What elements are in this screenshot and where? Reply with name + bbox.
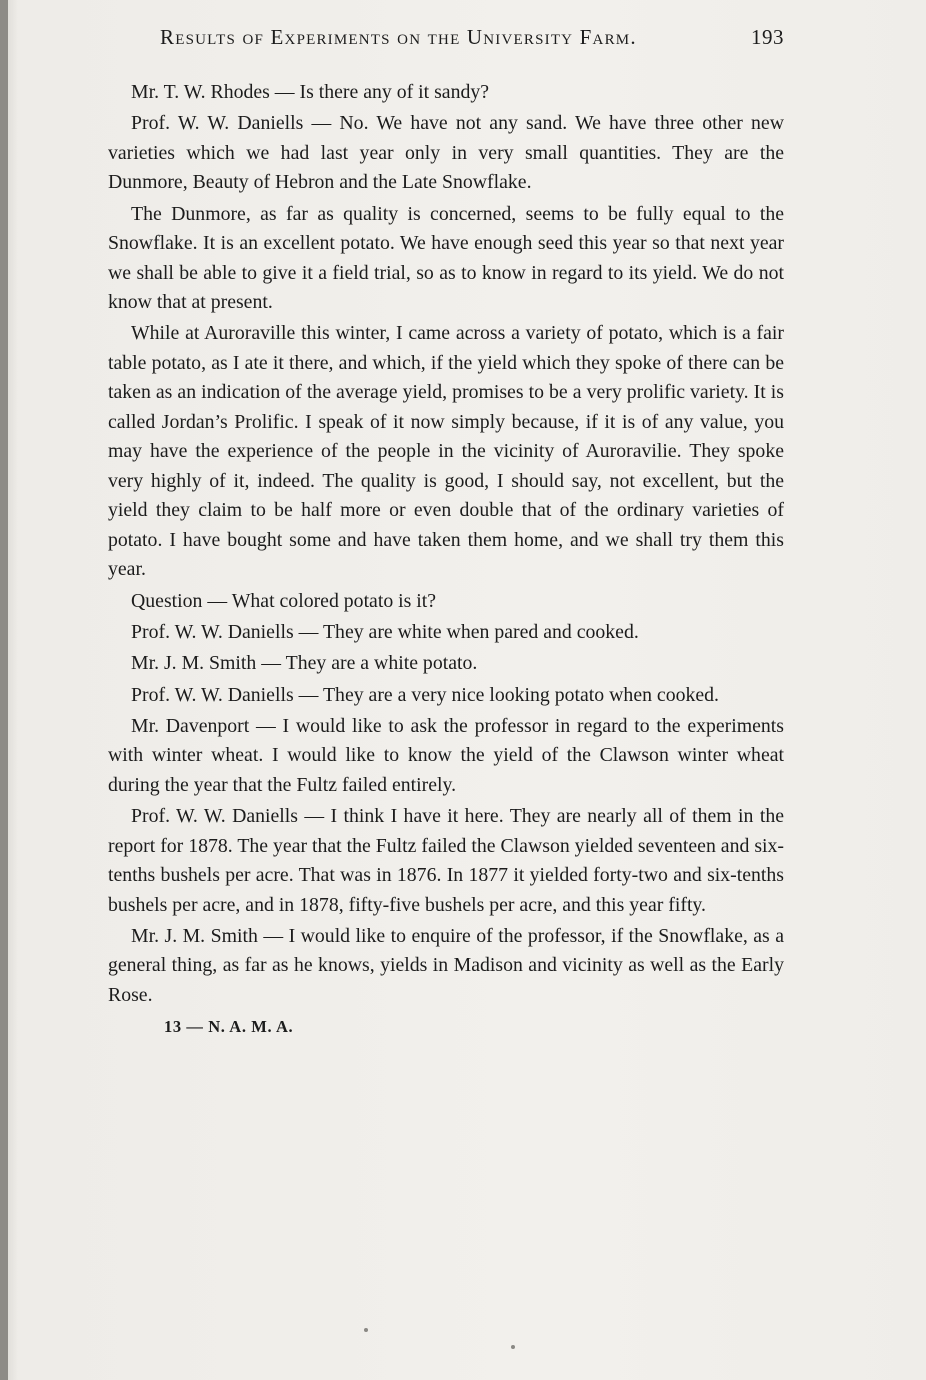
paper-speck bbox=[511, 1345, 515, 1349]
paragraph-smith-white: Mr. J. M. Smith — They are a white potato. bbox=[131, 652, 478, 675]
running-title: Results of Experiments on the University Farm. bbox=[160, 24, 637, 49]
paper-speck bbox=[364, 1328, 368, 1332]
paragraph-daniells-white: Prof. W. W. Daniells — They are white when pared and cooked. bbox=[131, 620, 639, 643]
paragraph-davenport-wheat: Mr. Davenport — I would like to ask the professor in regard to the experiments with winter wheat. I would like to know the yield of the Clawson winter wheat during the year that the Fultz failed entirely. bbox=[108, 714, 784, 796]
page-binding-edge bbox=[0, 0, 8, 1380]
paragraph-daniells-nice: Prof. W. W. Daniells — They are a very nice looking potato when cooked. bbox=[131, 683, 719, 706]
paragraph-dunmore: The Dunmore, as far as quality is concerned, seems to be fully equal to the Snowflake. It is an excellent potato. We have enough seed this year so that next year we shall be able to give it a field trial, so as to know in regard to its yield. We do not know that at present. bbox=[108, 202, 784, 314]
paragraph-smith-snowflake: Mr. J. M. Smith — I would like to enquire of the professor, if the Snowflake, as a general thing, as far as he knows, yields in Madison and vicinity as well as the Early Rose. bbox=[108, 924, 784, 1006]
paragraph-auroraville: While at Auroraville this winter, I came across a variety of potato, which is a fair table potato, as I ate it there, and which, if the yield which they spoke of there can be taken as an indication of the average yield, promises to be a very prolific variety. It is called Jordan’s Prolific. I speak of it now simply because, if it is of any value, you may have the experience of the people in the vicinity of Auroravilie. They spoke very highly of it, indeed. The quality is good, I should say, not excellent, but the yield they claim to be half more or even double that of the ordinary varieties of potato. I have bought some and have taken them home, and we shall try them this year. bbox=[108, 322, 784, 581]
paragraph-rhodes-question: Mr. T. W. Rhodes — Is there any of it sandy? bbox=[131, 81, 490, 103]
paragraph-daniells-varieties: Prof. W. W. Daniells — No. We have not any sand. We have three other new varieties which we had last year only in very small quantities. They are the Dunmore, Beauty of Hebron and the Late Snowflake. bbox=[108, 112, 784, 194]
page-body bbox=[108, 78, 784, 1042]
page-number: 193 bbox=[751, 24, 784, 49]
printer-signature-mark: 13 — N. A. M. A. bbox=[164, 1017, 294, 1037]
paragraph-question-color: Question — What colored potato is it? bbox=[131, 589, 437, 612]
running-header bbox=[160, 20, 784, 54]
paragraph-daniells-yields: Prof. W. W. Daniells — I think I have it here. They are nearly all of them in the report for 1878. The year that the Fultz failed the Clawson yielded seventeen and six-tenths bushels per acre. That was in 1876. In 1877 it yielded forty-two and six-tenths bushels per acre, and in 1878, fifty-five bushels per acre, and this year fifty. bbox=[108, 805, 784, 916]
